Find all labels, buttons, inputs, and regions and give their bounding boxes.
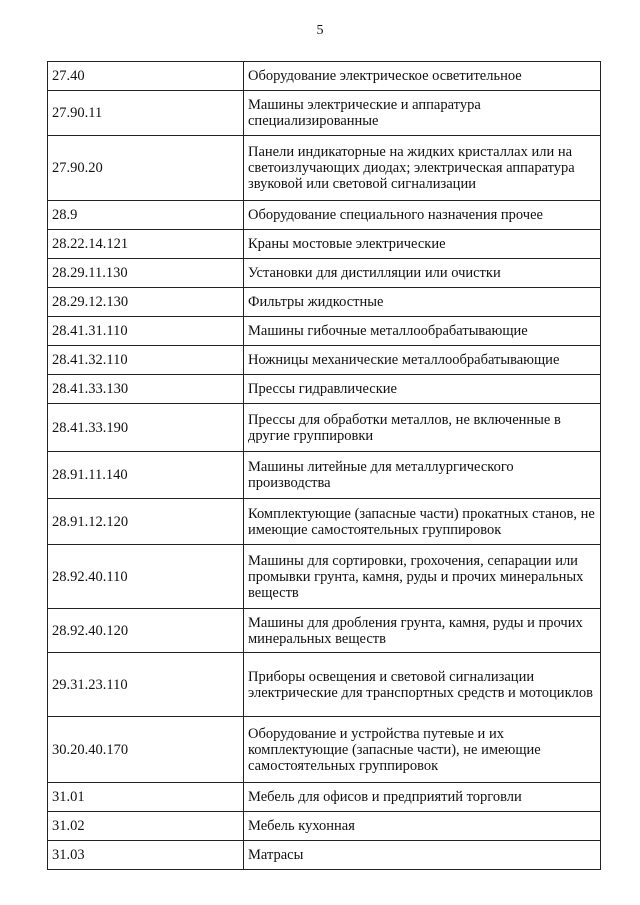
table-row <box>48 653 601 717</box>
table-row <box>48 717 601 783</box>
code-cell: 28.9 <box>48 201 244 230</box>
code-cell: 31.01 <box>48 783 244 812</box>
code-cell: 28.29.12.130 <box>48 288 244 317</box>
code-cell: 28.91.11.140 <box>48 452 244 499</box>
table-row <box>48 812 601 841</box>
page-number: 5 <box>316 23 324 38</box>
table-row <box>48 609 601 653</box>
table-row <box>48 288 601 317</box>
code-cell: 27.40 <box>48 62 244 91</box>
code-cell: 30.20.40.170 <box>48 717 244 783</box>
name-cell: Оборудование и устройства путевые и их комплектующие (запасные части), не имеющие самостоятельных группировок <box>244 717 601 783</box>
table-row <box>48 452 601 499</box>
code-cell: 28.91.12.120 <box>48 499 244 545</box>
name-cell: Ножницы механические металлообрабатывающие <box>244 346 601 375</box>
code-cell: 28.41.33.190 <box>48 404 244 452</box>
name-cell: Комплектующие (запасные части) прокатных станов, не имеющие самостоятельных группировок <box>244 499 601 545</box>
name-cell: Оборудование электрическое осветительное <box>244 62 601 91</box>
table-row <box>48 545 601 609</box>
table-row <box>48 404 601 452</box>
code-cell: 28.41.32.110 <box>48 346 244 375</box>
name-cell: Фильтры жидкостные <box>244 288 601 317</box>
name-cell: Панели индикаторные на жидких кристаллах или на светоизлучающих диодах; электрическая аппаратура звуковой или световой сигнализации <box>244 136 601 201</box>
code-cell: 28.29.11.130 <box>48 259 244 288</box>
name-cell: Прессы гидравлические <box>244 375 601 404</box>
code-cell: 27.90.20 <box>48 136 244 201</box>
classification-table <box>47 61 601 870</box>
table-row <box>48 259 601 288</box>
table-row <box>48 62 601 91</box>
table-row <box>48 346 601 375</box>
code-cell: 28.92.40.110 <box>48 545 244 609</box>
name-cell: Машины для дробления грунта, камня, руды и прочих минеральных веществ <box>244 609 601 653</box>
name-cell: Машины литейные для металлургического производства <box>244 452 601 499</box>
code-cell: 29.31.23.110 <box>48 653 244 717</box>
table-row <box>48 201 601 230</box>
code-cell: 28.22.14.121 <box>48 230 244 259</box>
name-cell: Краны мостовые электрические <box>244 230 601 259</box>
name-cell: Прессы для обработки металлов, не включенные в другие группировки <box>244 404 601 452</box>
name-cell: Установки для дистилляции или очистки <box>244 259 601 288</box>
table-row <box>48 499 601 545</box>
name-cell: Мебель для офисов и предприятий торговли <box>244 783 601 812</box>
code-cell: 27.90.11 <box>48 91 244 136</box>
code-cell: 28.92.40.120 <box>48 609 244 653</box>
name-cell: Машины гибочные металлообрабатывающие <box>244 317 601 346</box>
table-row <box>48 783 601 812</box>
name-cell: Оборудование специального назначения прочее <box>244 201 601 230</box>
table-row <box>48 91 601 136</box>
name-cell: Машины электрические и аппаратура специализированные <box>244 91 601 136</box>
code-cell: 28.41.33.130 <box>48 375 244 404</box>
name-cell: Машины для сортировки, грохочения, сепарации или промывки грунта, камня, руды и прочих минеральных веществ <box>244 545 601 609</box>
table-row <box>48 136 601 201</box>
table-row <box>48 375 601 404</box>
code-cell: 31.02 <box>48 812 244 841</box>
code-cell: 28.41.31.110 <box>48 317 244 346</box>
name-cell: Мебель кухонная <box>244 812 601 841</box>
name-cell: Матрасы <box>244 841 601 870</box>
name-cell: Приборы освещения и световой сигнализации электрические для транспортных средств и мотоциклов <box>244 653 601 717</box>
table-row <box>48 317 601 346</box>
table-row <box>48 841 601 870</box>
table-row <box>48 230 601 259</box>
code-cell: 31.03 <box>48 841 244 870</box>
